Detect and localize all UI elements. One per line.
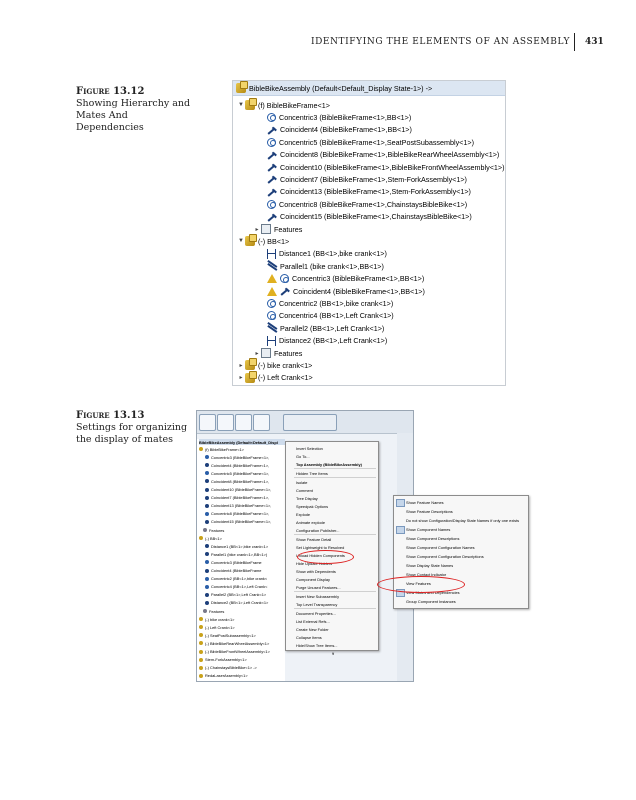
menu-item[interactable]: Invert Selection (296, 445, 323, 451)
tree-header-label: BibleBikeAssembly (Default<Default_Display State-1>) -> (249, 83, 433, 93)
tree-item-icon (205, 585, 209, 589)
figure-label: Figure 13.13 (76, 410, 145, 421)
tree-item-icon (205, 455, 209, 459)
distance-mate-icon (267, 249, 276, 259)
features-folder-icon (261, 348, 271, 358)
tree-item-icon (199, 674, 203, 678)
mini-tree-label: Distance2 (BB<1>,Left Crank<1> (211, 600, 269, 606)
mini-tree-row[interactable] (205, 470, 269, 476)
submenu-item[interactable]: Show Component Names (406, 526, 451, 532)
coincident-mate-icon (267, 150, 277, 160)
mini-tree-row[interactable] (199, 616, 234, 622)
tree-row[interactable] (259, 335, 387, 347)
submenu-item[interactable]: Show Component Descriptions (406, 535, 460, 541)
mini-tree-label: Concentric2 (BB<1>,bike crank< (211, 576, 268, 582)
mini-tree-label: Features (209, 527, 225, 533)
mini-tree-row[interactable] (205, 568, 261, 574)
tree-item-icon (205, 544, 209, 548)
mini-tree-label: RedaLaserAssembly<1> (205, 673, 248, 679)
menu-item[interactable]: Insert New Subassembly (296, 593, 340, 599)
menu-item[interactable]: Purge Unused Features... (296, 584, 341, 590)
expand-arrow-icon[interactable]: ▸ (239, 375, 243, 382)
menu-item[interactable]: Go To... (296, 453, 310, 459)
mini-tree-label: (-) Left Crank<1> (205, 624, 235, 630)
mini-tree-row[interactable] (205, 454, 269, 460)
mini-tree-row[interactable] (205, 559, 262, 565)
expand-arrow-icon[interactable]: ▸ (255, 226, 259, 233)
assembly-icon (245, 360, 255, 370)
tree-row[interactable] (259, 149, 499, 161)
tree-row-label: (-) Left Crank<1> (258, 373, 313, 383)
warning-icon (267, 274, 277, 283)
tree-item-icon (205, 601, 209, 605)
mini-tree-label: Coincident4 (BibleBikeFrame<1>, (211, 462, 270, 468)
mini-tree-row[interactable] (199, 446, 244, 452)
mini-tree-row[interactable] (205, 600, 268, 606)
menu-item[interactable]: Collapse Items (296, 634, 322, 640)
submenu-item[interactable]: View Features (406, 580, 431, 586)
parallel-mate-icon (267, 261, 277, 271)
menu-item[interactable]: Top Level Transparency (296, 601, 338, 607)
mini-tree-row[interactable] (205, 487, 271, 493)
mini-tree-row[interactable] (205, 503, 271, 509)
configuration-manager-tab-icon[interactable] (235, 414, 252, 431)
tree-row[interactable] (259, 186, 471, 198)
mini-tree-row[interactable] (199, 665, 257, 671)
tree-item-icon (203, 609, 207, 613)
tree-row[interactable] (259, 260, 384, 272)
submenu-item[interactable]: Show Feature Descriptions (406, 508, 453, 514)
context-toolbar[interactable] (283, 414, 337, 431)
menu-item[interactable]: Tree Display (296, 495, 318, 501)
mini-tree-label: (-) BibleBikeRearWheelAssembly<1> (205, 640, 270, 646)
mini-tree-label: (-) ChainstaysBibleBike<1> -> (205, 665, 257, 671)
mini-tree-row[interactable] (205, 462, 269, 468)
tree-row[interactable] (259, 322, 384, 334)
mini-tree-label: Concentric8 (BibleBikeFrame<1>, (211, 511, 270, 517)
menu-item[interactable]: Component Display (296, 576, 330, 582)
tree-item-icon (199, 447, 203, 451)
tree-row[interactable] (259, 285, 425, 297)
tree-item-icon (205, 504, 209, 508)
tree-row-label: Parallel2 (BB<1>,Left Crank<1>) (280, 323, 385, 333)
tree-row-label: Concentric8 (BibleBikeFrame<1>,ChainstaysBibleBike<1>) (279, 199, 468, 209)
header-divider (574, 33, 575, 51)
tree-row[interactable] (259, 198, 467, 210)
tree-row-label: Concentric3 (BibleBikeFrame<1>,BB<1>) (292, 274, 425, 284)
expand-arrow-icon[interactable]: ▼ (238, 238, 244, 245)
tree-row-label: Coincident15 (BibleBikeFrame<1>,ChainstaysBibleBike<1>) (280, 212, 472, 222)
tree-item-icon (199, 641, 203, 645)
tree-row-label: Coincident4 (BibleBikeFrame<1>,BB<1>) (293, 286, 425, 296)
tree-row[interactable] (259, 211, 472, 223)
tree-item-icon (205, 479, 209, 483)
mini-tree-row[interactable] (205, 592, 266, 598)
warning-icon (267, 287, 277, 296)
manager-tabs-toolbar (197, 411, 413, 434)
tree-row-label: Concentric4 (BB<1>,Left Crank<1>) (279, 311, 394, 321)
menu-item[interactable]: Create New Folder (296, 626, 329, 632)
mini-tree-row[interactable] (199, 632, 256, 638)
submenu-item[interactable]: Show Component Configuration Descriptions (406, 553, 484, 559)
menu-item[interactable]: Speedpak Options (296, 503, 329, 509)
submenu-item[interactable]: Group Component Instances (406, 598, 456, 604)
concentric-mate-icon (267, 113, 276, 122)
mini-tree-label: Coincident15 (BibleBikeFrame<1>, (211, 519, 272, 525)
mini-tree-row[interactable] (199, 640, 269, 646)
mini-tree-label: (-) bike crank<1> (205, 616, 235, 622)
menu-item[interactable]: Animate explode (296, 519, 325, 525)
submenu-item[interactable]: Show Display State Names (406, 562, 454, 568)
figure-13-12-caption (76, 86, 196, 134)
tree-item-icon (199, 625, 203, 629)
checkmark-icon (396, 499, 405, 507)
features-folder-icon (261, 224, 271, 234)
menu-item[interactable]: Configuration Publisher... (296, 527, 340, 533)
figure-caption-text: Settings for organizing the display of mates (76, 422, 188, 445)
submenu-item[interactable]: Do not show Configuration/Display State Names if only one exists (406, 517, 520, 523)
tree-item-icon (205, 593, 209, 597)
mini-tree-label: (f) BibleBikeFrame<1> (205, 446, 244, 452)
tree-item-icon (205, 520, 209, 524)
mini-tree-row[interactable] (199, 535, 222, 541)
mini-tree-label: Parallel1 (bike crank<1>,BB<1>) (211, 551, 268, 557)
mini-tree-row[interactable] (203, 527, 224, 533)
tree-row[interactable] (259, 136, 474, 148)
expand-arrow-icon[interactable]: ▼ (238, 102, 244, 108)
tree-item-icon (205, 471, 209, 475)
expand-arrow-icon[interactable]: ▸ (255, 350, 259, 357)
concentric-mate-icon (280, 274, 289, 283)
highlight-oval-show-feature-detail (297, 550, 354, 564)
menu-separator (294, 468, 376, 469)
highlight-oval-view-mates (377, 576, 465, 593)
mini-tree-label: Coincident7 (BibleBikeFrame<1>, (211, 495, 270, 501)
tree-row[interactable] (237, 99, 330, 111)
menu-item[interactable]: Isolate (296, 479, 308, 485)
menu-item[interactable]: ¥ (332, 650, 335, 656)
submenu-item[interactable]: Show Component Configuration Names (406, 544, 475, 550)
mini-tree-row[interactable] (203, 608, 224, 614)
checkmark-icon (396, 526, 405, 534)
tree-row[interactable] (259, 161, 505, 173)
tree-header[interactable] (233, 81, 505, 96)
coincident-mate-icon (267, 174, 277, 184)
tree-row-label: Concentric5 (BibleBikeFrame<1>,SeatPostSubassembly<1>) (279, 137, 474, 147)
mini-tree-header[interactable]: BibleBikeAssembly (Default<Default_Displ (199, 439, 285, 445)
mini-tree-row[interactable] (205, 519, 271, 525)
mini-tree-label: (-) BibleBikeFrontWheelAssembly<1> (205, 649, 270, 654)
feature-manager-screenshot (196, 410, 520, 682)
mini-tree-label: Coincident10 (BibleBikeFrame<1>, (211, 487, 272, 492)
tree-row-label: Features (274, 224, 303, 234)
coincident-mate-icon (267, 212, 277, 222)
running-head (0, 37, 636, 51)
tree-row[interactable] (259, 173, 467, 185)
tree-row-label: Features (274, 348, 303, 358)
tree-row-label: Coincident8 (BibleBikeFrame<1>,BibleBikeRearWheelAssembly<1>) (280, 150, 500, 160)
mini-tree-label: Concentric4 (BB<1>,Left Crank< (211, 584, 268, 590)
tree-item-icon (205, 496, 209, 500)
tree-row-label: Distance1 (BB<1>,bike crank<1>) (279, 249, 387, 259)
mini-tree-label: Parallel2 (BB<1>,Left Crank<1> (211, 592, 267, 598)
menu-item[interactable]: Document Properties... (296, 610, 336, 616)
mini-tree-row[interactable] (205, 478, 269, 484)
tree-row-label: Coincident4 (BibleBikeFrame<1>,BB<1>) (280, 125, 412, 135)
menu-item[interactable]: Show Feature Detail (296, 536, 332, 542)
menu-item[interactable]: Explode (296, 511, 311, 517)
mini-tree-row[interactable] (199, 624, 235, 630)
tree-item-icon (199, 536, 203, 540)
tree-row-label: Coincident7 (BibleBikeFrame<1>,Stem-ForkAssembly<1>) (280, 174, 467, 184)
tree-row[interactable] (253, 347, 302, 359)
submenu-item[interactable]: Show Feature Names (406, 499, 444, 505)
concentric-mate-icon (267, 200, 276, 209)
mini-tree-label: (-) SeatPostSubassembly<1> (205, 632, 256, 638)
mini-tree-row[interactable] (199, 649, 270, 655)
menu-item[interactable]: Hide/Show Tree Items... (296, 642, 338, 648)
menu-item[interactable]: Hide Update Holders (296, 560, 333, 566)
tree-item-icon (205, 569, 209, 573)
menu-separator (294, 477, 376, 478)
assembly-icon (245, 100, 255, 110)
mini-tree-label: Features (209, 608, 225, 614)
tree-row[interactable] (259, 297, 393, 309)
coincident-mate-icon (267, 125, 277, 135)
menu-item[interactable]: Unload Hidden Components (296, 552, 345, 558)
context-menu (285, 441, 379, 656)
figure-label: Figure 13.12 (76, 86, 145, 97)
coincident-mate-icon (280, 286, 290, 296)
assembly-icon (236, 83, 246, 93)
menu-item[interactable]: Set Lightweight to Resolved (296, 544, 345, 550)
coincident-mate-icon (267, 187, 277, 197)
tree-row[interactable] (259, 124, 412, 136)
tree-row-label: Concentric2 (BB<1>,bike crank<1>) (279, 298, 394, 308)
submenu-item[interactable]: Show Contact Indicator (406, 571, 447, 577)
tree-item-icon (203, 528, 207, 532)
mini-tree-label: Concentric3 (BibleBikeFrame<1>, (211, 454, 270, 460)
mini-feature-tree (197, 439, 285, 681)
tree-item-icon (205, 488, 209, 492)
mini-tree-label: Concentric3 (BibleBikeFrame (211, 559, 262, 565)
expand-arrow-icon[interactable]: ▸ (239, 362, 243, 369)
distance-mate-icon (267, 336, 276, 346)
menu-separator (294, 534, 376, 535)
tree-row-label: (-) bike crank<1> (258, 360, 313, 370)
tree-row-label: Parallel1 (bike crank<1>,BB<1>) (280, 261, 384, 271)
tree-row-label: Concentric3 (BibleBikeFrame<1>,BB<1>) (279, 112, 412, 122)
tree-row[interactable] (237, 235, 289, 247)
mini-tree-row[interactable] (205, 576, 267, 582)
tree-row[interactable] (237, 359, 312, 371)
assembly-icon (245, 236, 255, 246)
parallel-mate-icon (267, 323, 277, 333)
tree-item-icon (205, 512, 209, 516)
menu-separator (294, 591, 376, 592)
tree-row-label: Distance2 (BB<1>,Left Crank<1>) (279, 336, 388, 346)
mini-tree-row[interactable] (199, 673, 248, 679)
feature-manager-tree (232, 80, 506, 386)
figure-caption-text: Showing Hierarchy and Mates And Dependencies (76, 98, 191, 133)
concentric-mate-icon (267, 311, 276, 320)
tree-row-label: (f) BibleBikeFrame<1> (258, 100, 330, 110)
feature-manager-tab-icon[interactable] (199, 414, 216, 431)
tree-item-icon (205, 560, 209, 564)
tree-item-icon (199, 658, 203, 662)
tree-item-icon (199, 650, 203, 654)
property-manager-tab-icon[interactable] (217, 414, 234, 431)
mini-tree-label: Concentric5 (BibleBikeFrame<1>, (211, 470, 270, 476)
tree-row[interactable] (259, 111, 411, 123)
mini-tree-label: Distance1 (BB<1>,bike crank<1> (211, 543, 269, 549)
tree-row-label: (-) BB<1> (258, 236, 290, 246)
tree-item-icon (205, 463, 209, 467)
mini-tree-row[interactable] (205, 551, 267, 557)
assembly-icon (245, 373, 255, 383)
tree-row[interactable] (259, 273, 424, 285)
concentric-mate-icon (267, 299, 276, 308)
figure-13-13-caption (76, 410, 196, 446)
mini-tree-label: Coincident4 (BibleBikeFrame (211, 568, 262, 573)
mini-tree-row[interactable] (205, 495, 269, 501)
tree-item-icon (199, 617, 203, 621)
concentric-mate-icon (267, 138, 276, 147)
mini-tree-row[interactable] (205, 543, 268, 549)
menu-item[interactable]: Hidden Tree Items (296, 470, 328, 476)
tree-row-label: Coincident13 (BibleBikeFrame<1>,Stem-ForkAssembly<1>) (280, 187, 471, 197)
tree-row-label: Coincident10 (BibleBikeFrame<1>,BibleBikeFrontWheelAssembly<1>) (280, 162, 505, 172)
tree-item-icon (199, 633, 203, 637)
menu-item[interactable]: List External Refs... (296, 618, 330, 624)
mini-tree-row[interactable] (199, 657, 247, 663)
dimxpert-tab-icon[interactable] (253, 414, 270, 431)
mini-tree-label: Stem-ForkAssembly<1> (205, 657, 247, 663)
tree-row[interactable] (253, 223, 302, 235)
menu-separator (294, 608, 376, 609)
tree-row[interactable] (259, 248, 387, 260)
tree-item-icon (205, 552, 209, 556)
page-number: 431 (585, 37, 604, 47)
chapter-title: IDENTIFYING THE ELEMENTS OF AN ASSEMBLY (310, 37, 570, 47)
mini-tree-label: (-) BB<1> (205, 535, 222, 541)
tree-item-icon (205, 577, 209, 581)
tree-item-icon (199, 666, 203, 670)
mini-tree-row[interactable] (205, 584, 267, 590)
submenu-item[interactable]: View Mates and Dependencies (406, 589, 460, 595)
mini-tree-label: Coincident8 (BibleBikeFrame<1>, (211, 478, 270, 484)
menu-item[interactable]: Show with Dependents (296, 568, 336, 574)
mini-tree-label: Coincident13 (BibleBikeFrame<1>, (211, 503, 272, 509)
tree-row[interactable] (237, 372, 313, 384)
menu-item: Top Assembly (BibleBikeAssembly) (296, 461, 362, 467)
menu-item[interactable]: Comment (296, 487, 313, 493)
mini-tree-row[interactable] (205, 511, 269, 517)
tree-row[interactable] (259, 310, 394, 322)
coincident-mate-icon (267, 162, 277, 172)
